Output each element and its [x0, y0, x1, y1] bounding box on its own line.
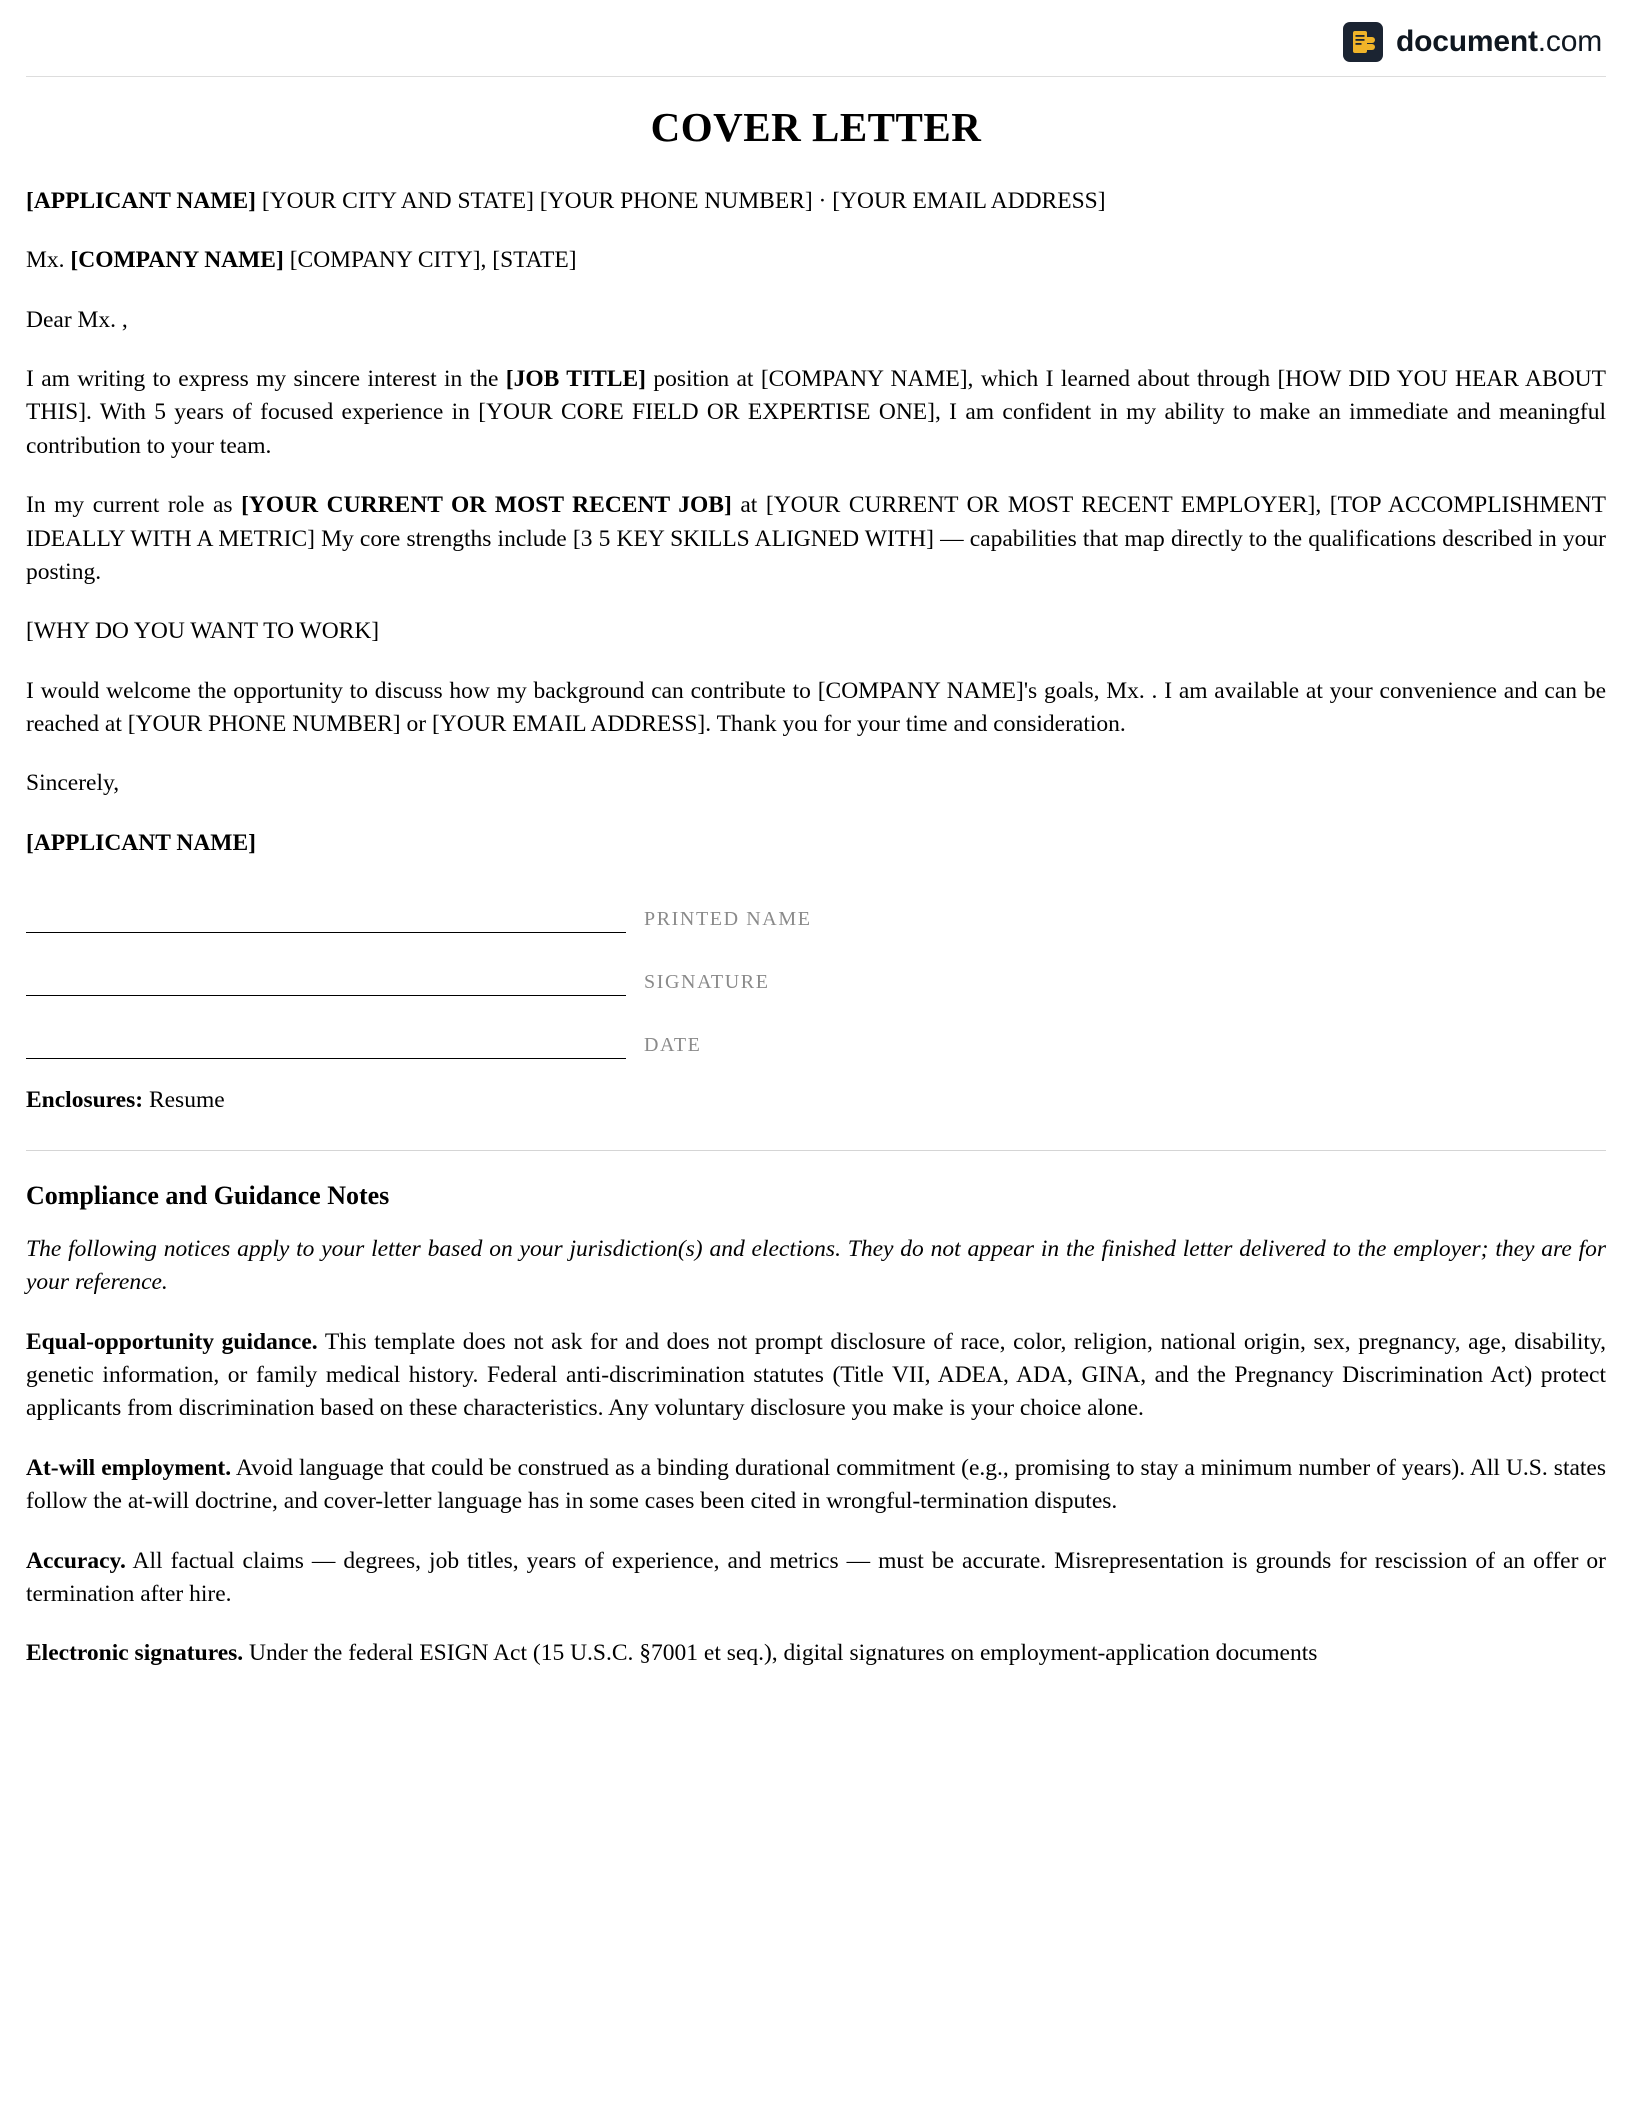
note-accuracy: [26, 1545, 1606, 1612]
note-equal-opportunity: [26, 1326, 1606, 1426]
signature-label: SIGNATURE: [644, 971, 770, 994]
notes-intro: The following notices apply to your letter based on your jurisdiction(s) and elections. They do not appear in the finished letter delivered to the employer; they are for your reference.: [26, 1236, 1606, 1296]
company-prefix: Mx.: [26, 247, 71, 274]
date-input[interactable]: [26, 1024, 626, 1059]
enclosures-line: [26, 1087, 1606, 1114]
company-address-line: [26, 244, 1606, 277]
note-at-will: [26, 1452, 1606, 1519]
signature-row: [26, 961, 1606, 996]
enclosures-label: Enclosures:: [26, 1087, 144, 1114]
date-row: [26, 1024, 1606, 1059]
company-name: [COMPANY NAME]: [70, 247, 284, 274]
note-at-will-text: Avoid language that could be construed as a binding durational commitment (e.g., promising to stay a minimum number of years). All U.S. states follow the at-will doctrine, and cover-letter language has in some cases been cited in wrongful-termination disputes.: [26, 1454, 1607, 1515]
note-electronic-signatures-text: Under the federal ESIGN Act (15 U.S.C. §7001 et seq.), digital signatures on employment-application documents: [243, 1640, 1318, 1667]
closing: Sincerely,: [26, 770, 120, 797]
company-address-rest: [COMPANY CITY], [STATE]: [283, 247, 577, 274]
applicant-contact-line: [26, 185, 1606, 218]
brand-name: [1396, 25, 1602, 59]
para1-before: I am writing to express my sincere interest in the: [26, 366, 506, 393]
current-job-placeholder: [YOUR CURRENT OR MOST RECENT JOB]: [241, 492, 732, 519]
applicant-contact-rest: [YOUR CITY AND STATE] [YOUR PHONE NUMBER] · [YOUR EMAIL ADDRESS]: [256, 188, 1106, 214]
signature-name: [26, 827, 1606, 860]
body-paragraph-4: I would welcome the opportunity to discuss how my background can contribute to [COMPANY NAME]'s goals, Mx. . I am available at your convenience and can be reached at [YOUR PHONE NUMBER] or [YOUR EMAIL ADDRESS]. Thank you for your time and consideration.: [26, 677, 1606, 737]
note-electronic-signatures: [26, 1637, 1606, 1670]
signature-input[interactable]: [26, 961, 626, 996]
note-equal-opportunity-text: This template does not ask for and does not prompt disclosure of race, color, religion, national origin, sex, pregnancy, age, disability, genetic information, or family medical history. Federal anti-discrimination statutes (Title VII, ADEA, ADA, GINA, and the Pregnancy Discrimination Act) protect applicants from discrimination based on these characteristics. Any voluntary disclosure you make is your choice alone.: [26, 1328, 1607, 1422]
body-paragraph-1: [26, 363, 1606, 463]
printed-name-label: PRINTED NAME: [644, 908, 812, 931]
brand-bar: [26, 0, 1606, 77]
brand-logo-link[interactable]: [1343, 22, 1602, 62]
body-paragraph-2: [26, 489, 1606, 589]
note-at-will-label: At-will employment.: [26, 1454, 232, 1481]
printed-name-row: [26, 898, 1606, 933]
printed-name-input[interactable]: [26, 898, 626, 933]
note-electronic-signatures-label: Electronic signatures.: [26, 1640, 244, 1667]
job-title-placeholder: [JOB TITLE]: [505, 366, 646, 393]
signature-name-text: [APPLICANT NAME]: [26, 829, 256, 856]
para2-after: at [YOUR CURRENT OR MOST RECENT EMPLOYER], [TOP ACCOMPLISHMENT IDEALLY WITH A METRIC] My core strengths include [3 5 KEY SKILLS ALIGNED WITH] — capabilities that map directly to the qualifications described in your posting.: [26, 492, 1606, 585]
section-divider: [26, 1150, 1606, 1151]
notes-heading: Compliance and Guidance Notes: [26, 1181, 390, 1211]
brand-name-text: document: [1396, 25, 1538, 58]
note-accuracy-label: Accuracy.: [26, 1547, 126, 1574]
signature-block: [26, 898, 1606, 1059]
salutation: Dear Mx. ,: [26, 306, 128, 333]
note-accuracy-text: All factual claims — degrees, job titles, years of experience, and metrics — must be accurate. Misrepresentation is grounds for rescission of an offer or termination after hire.: [26, 1547, 1606, 1607]
body-paragraph-3: [WHY DO YOU WANT TO WORK]: [26, 618, 380, 645]
date-label: DATE: [644, 1034, 702, 1057]
note-equal-opportunity-label: Equal-opportunity guidance.: [26, 1328, 318, 1355]
applicant-name: [APPLICANT NAME]: [26, 188, 256, 214]
document-logo-icon: [1343, 22, 1383, 62]
page-title: COVER LETTER: [650, 104, 982, 150]
para1-after: position at [COMPANY NAME], which I learned about through [HOW DID YOU HEAR ABOUT THIS]. With 5 years of focused experience in [YOUR CORE FIELD OR EXPERTISE ONE], I am confident in my ability to make an immediate and meaningful contribution to your team.: [26, 366, 1606, 459]
enclosures-value: Resume: [143, 1087, 225, 1114]
para2-before: In my current role as: [26, 492, 242, 519]
brand-name-tld: .com: [1537, 25, 1602, 58]
